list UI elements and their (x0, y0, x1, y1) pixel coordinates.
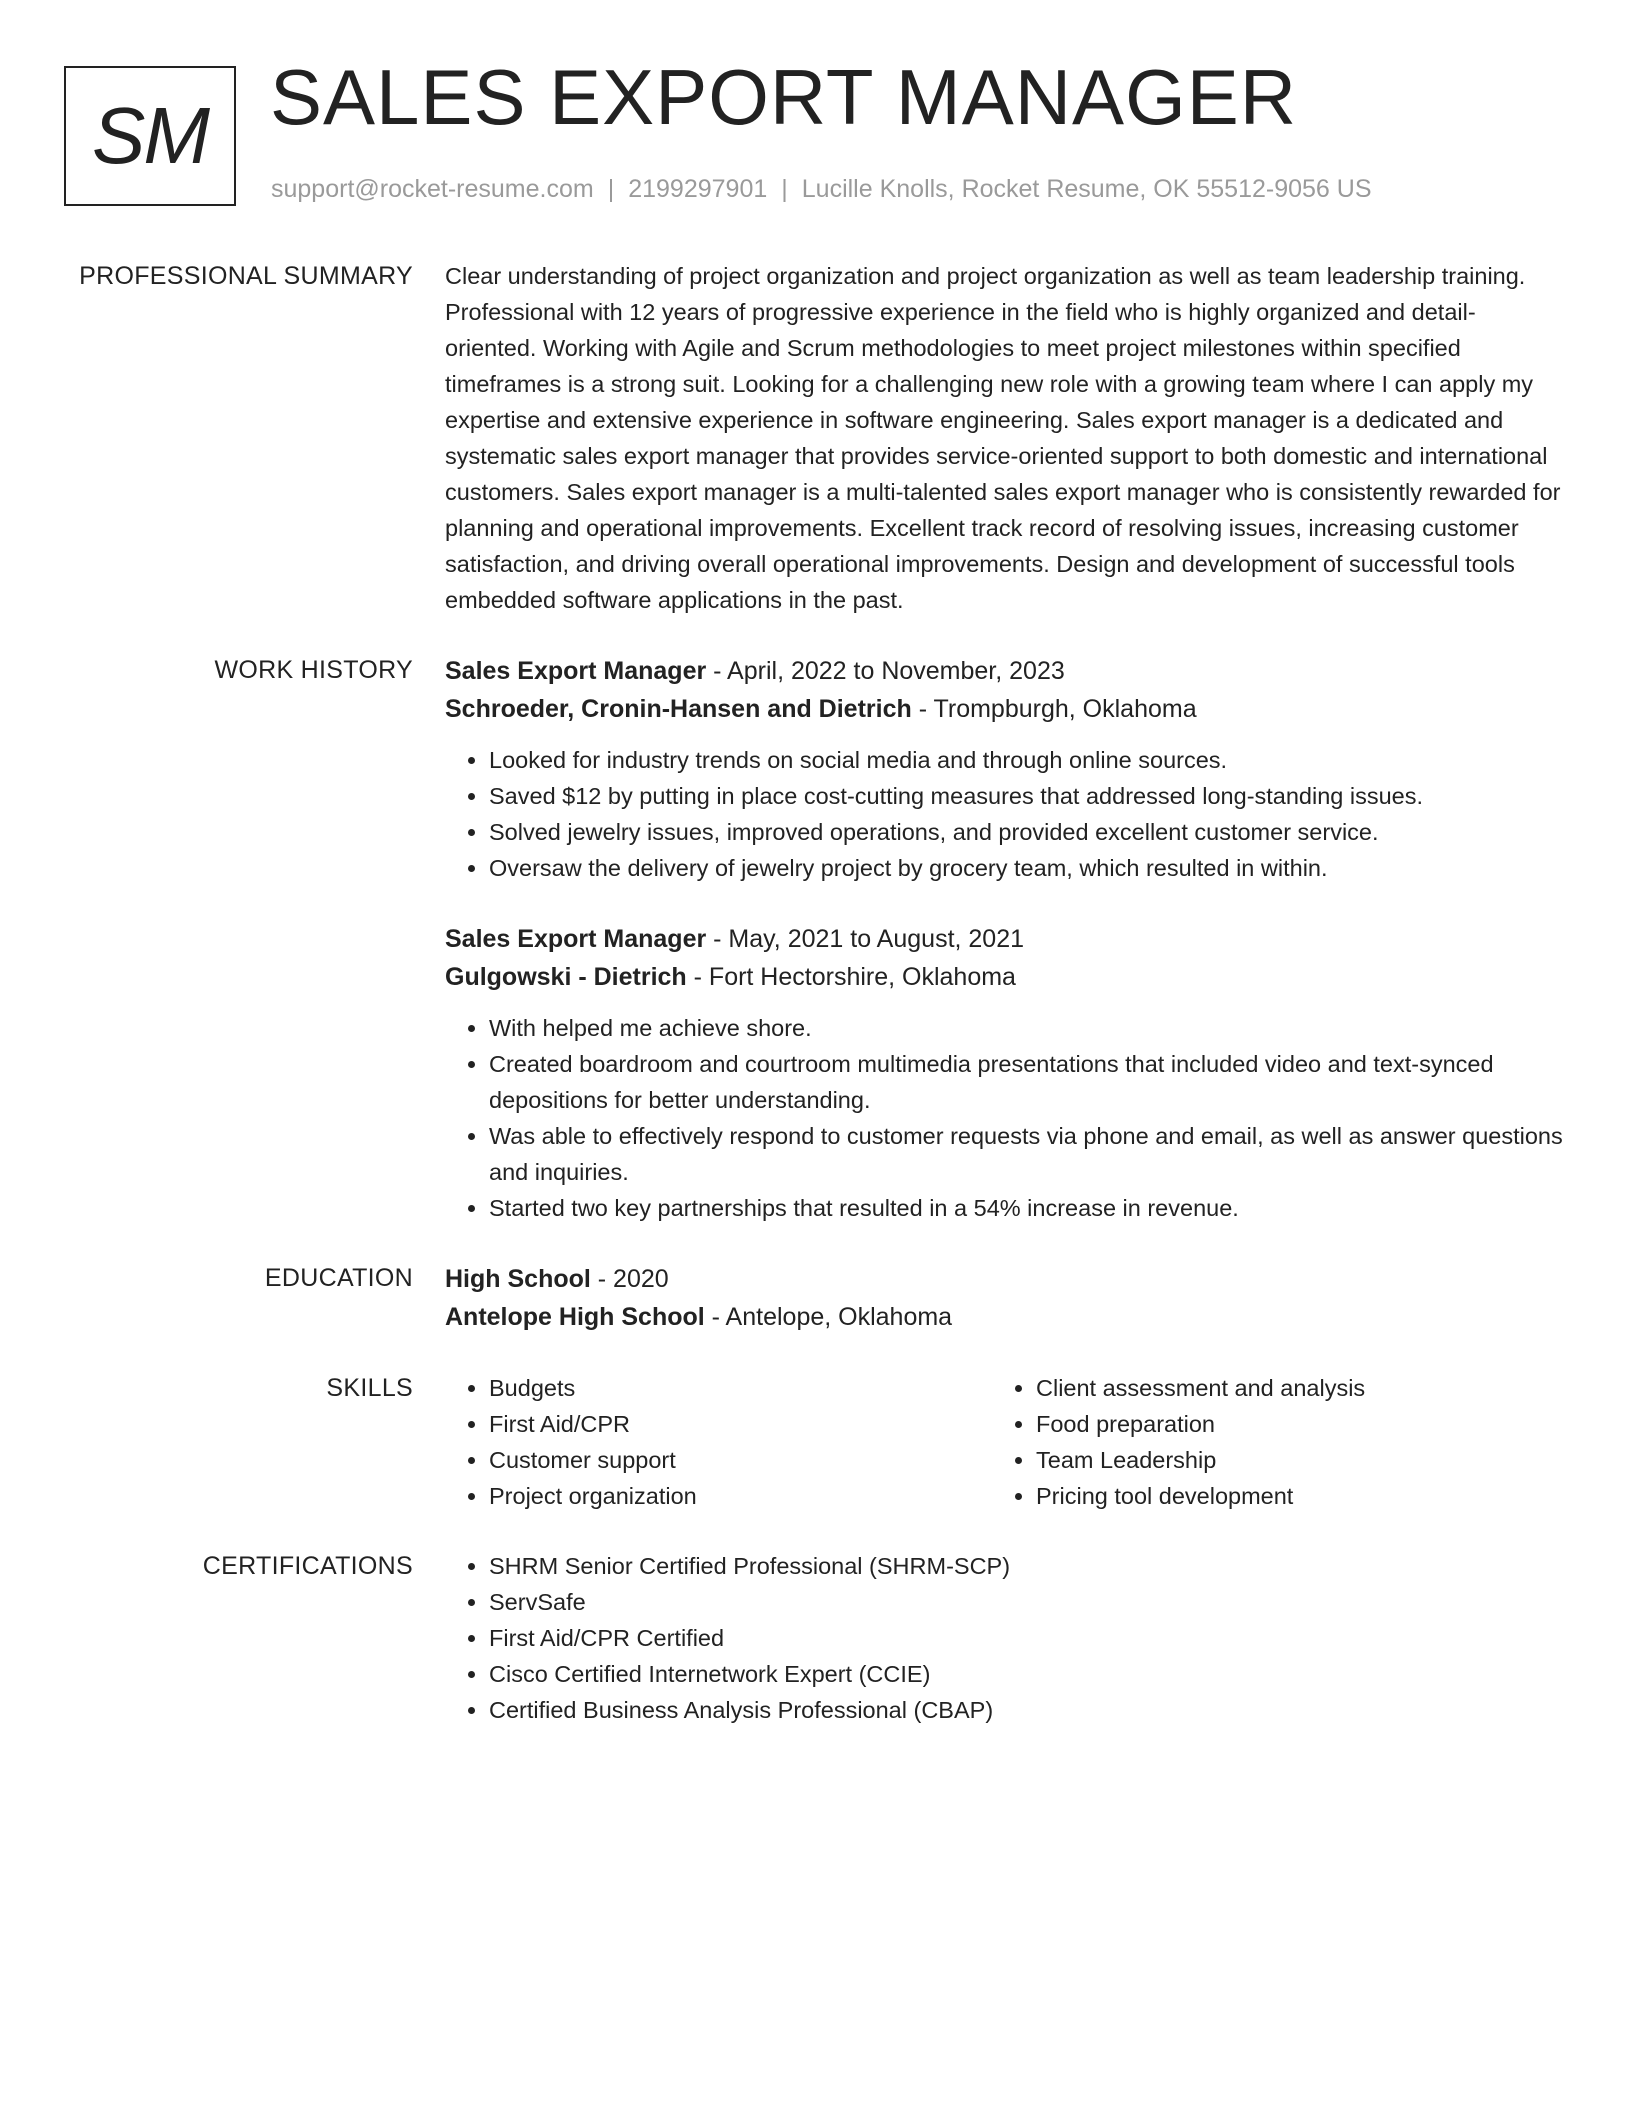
section-body-certifications (445, 1548, 1565, 1728)
list-item: • Certified Business Analysis Professional (CBAP) (489, 1692, 1565, 1728)
list-item: • Created boardroom and courtroom multimedia presentations that included video and text-synced depositions for better understanding. (489, 1046, 1565, 1118)
education-school-line (445, 1298, 1565, 1336)
list-item: • Food preparation (1036, 1406, 1539, 1442)
job-entry (445, 920, 1565, 1226)
monogram-logo: SM (64, 66, 236, 206)
education-year: - 2020 (590, 1265, 669, 1293)
contact-line (271, 174, 1372, 204)
list-item: • Team Leadership (1036, 1442, 1539, 1478)
section-label-summary: PROFESSIONAL SUMMARY (79, 262, 413, 290)
skills-list-left (445, 1370, 992, 1514)
section-label-work-history: WORK HISTORY (214, 656, 413, 684)
job-dates: - April, 2022 to November, 2023 (706, 657, 1065, 685)
list-item: • Project organization (489, 1478, 992, 1514)
contact-separator: | (781, 175, 788, 203)
contact-address: Lucille Knolls, Rocket Resume, OK 55512-9056 US (801, 175, 1372, 203)
skills-list-right (992, 1370, 1539, 1514)
job-bullets (445, 742, 1565, 886)
section-education (0, 1260, 1632, 1336)
job-company: Gulgowski - Dietrich (445, 963, 687, 991)
job-title-line (445, 652, 1565, 690)
list-item: • Saved $12 by putting in place cost-cutting measures that addressed long-standing issues. (489, 778, 1565, 814)
job-title: Sales Export Manager (445, 925, 707, 953)
list-item: • Budgets (489, 1370, 992, 1406)
job-dates: - May, 2021 to August, 2021 (706, 925, 1025, 953)
list-item: • Cisco Certified Internetwork Expert (CCIE) (489, 1656, 1565, 1692)
summary-text: Clear understanding of project organization and project organization as well as team leadership training. Professional with 12 years of progressive experience in the field who is highly organized and detail-oriented. Working with Agile and Scrum methodologies to meet project milestones within specified timeframes is a strong suit. Looking for a challenging new role with a growing team where I can apply my expertise and extensive experience in software engineering. Sales export manager is a dedicated and systematic sales export manager that provides service-oriented support to both domestic and international customers. Sales export manager is a multi-talented sales export manager who is consistently rewarded for planning and operational improvements. Excellent track record of resolving issues, increasing customer satisfaction, and driving overall operational improvements. Design and development of successful tools embedded software applications in the past. (445, 263, 1561, 613)
job-location: - Trompburgh, Oklahoma (911, 695, 1197, 723)
list-item: • Client assessment and analysis (1036, 1370, 1539, 1406)
section-body-work-history (445, 652, 1565, 1226)
job-company: Schroeder, Cronin-Hansen and Dietrich (445, 695, 912, 723)
list-item: • First Aid/CPR (489, 1406, 992, 1442)
section-body-skills (445, 1370, 1565, 1514)
section-summary (0, 258, 1632, 618)
page-title: SALES EXPORT MANAGER (270, 53, 1298, 141)
contact-email[interactable]: support@rocket-resume.com (271, 175, 594, 203)
contact-phone[interactable]: 2199297901 (628, 175, 768, 203)
education-location: - Antelope, Oklahoma (704, 1303, 953, 1331)
list-item: • Oversaw the delivery of jewelry project by grocery team, which resulted in within. (489, 850, 1565, 886)
section-work-history (0, 652, 1632, 1226)
list-item: • Started two key partnerships that resulted in a 54% increase in revenue. (489, 1190, 1565, 1226)
contact-separator: | (607, 175, 615, 203)
education-degree: High School (445, 1265, 591, 1293)
section-label-education: EDUCATION (264, 1264, 413, 1292)
certifications-list (445, 1548, 1565, 1728)
list-item: • With helped me achieve shore. (489, 1010, 1565, 1046)
job-title-line (445, 920, 1565, 958)
job-company-line (445, 958, 1565, 996)
list-item: • Solved jewelry issues, improved operations, and provided excellent customer service. (489, 814, 1565, 850)
list-item: • Pricing tool development (1036, 1478, 1539, 1514)
list-item: • SHRM Senior Certified Professional (SHRM-SCP) (489, 1548, 1565, 1584)
section-body-summary (445, 258, 1565, 618)
resume-sections (0, 258, 1632, 1762)
education-degree-line (445, 1260, 1565, 1298)
list-item: • Customer support (489, 1442, 992, 1478)
section-skills (0, 1370, 1632, 1514)
section-label-certifications: CERTIFICATIONS (202, 1552, 413, 1580)
job-company-line (445, 690, 1565, 728)
section-certifications (0, 1548, 1632, 1728)
job-entry (445, 652, 1565, 886)
skills-grid (445, 1370, 1565, 1514)
list-item: • ServSafe (489, 1584, 1565, 1620)
education-school: Antelope High School (445, 1303, 705, 1331)
section-label-skills: SKILLS (326, 1374, 413, 1402)
job-title: Sales Export Manager (445, 657, 707, 685)
job-bullets (445, 1010, 1565, 1226)
list-item: • Looked for industry trends on social media and through online sources. (489, 742, 1565, 778)
job-location: - Fort Hectorshire, Oklahoma (686, 963, 1016, 991)
list-item: • First Aid/CPR Certified (489, 1620, 1565, 1656)
section-body-education (445, 1260, 1565, 1336)
list-item: • Was able to effectively respond to customer requests via phone and email, as well as answer questions and inquiries. (489, 1118, 1565, 1190)
